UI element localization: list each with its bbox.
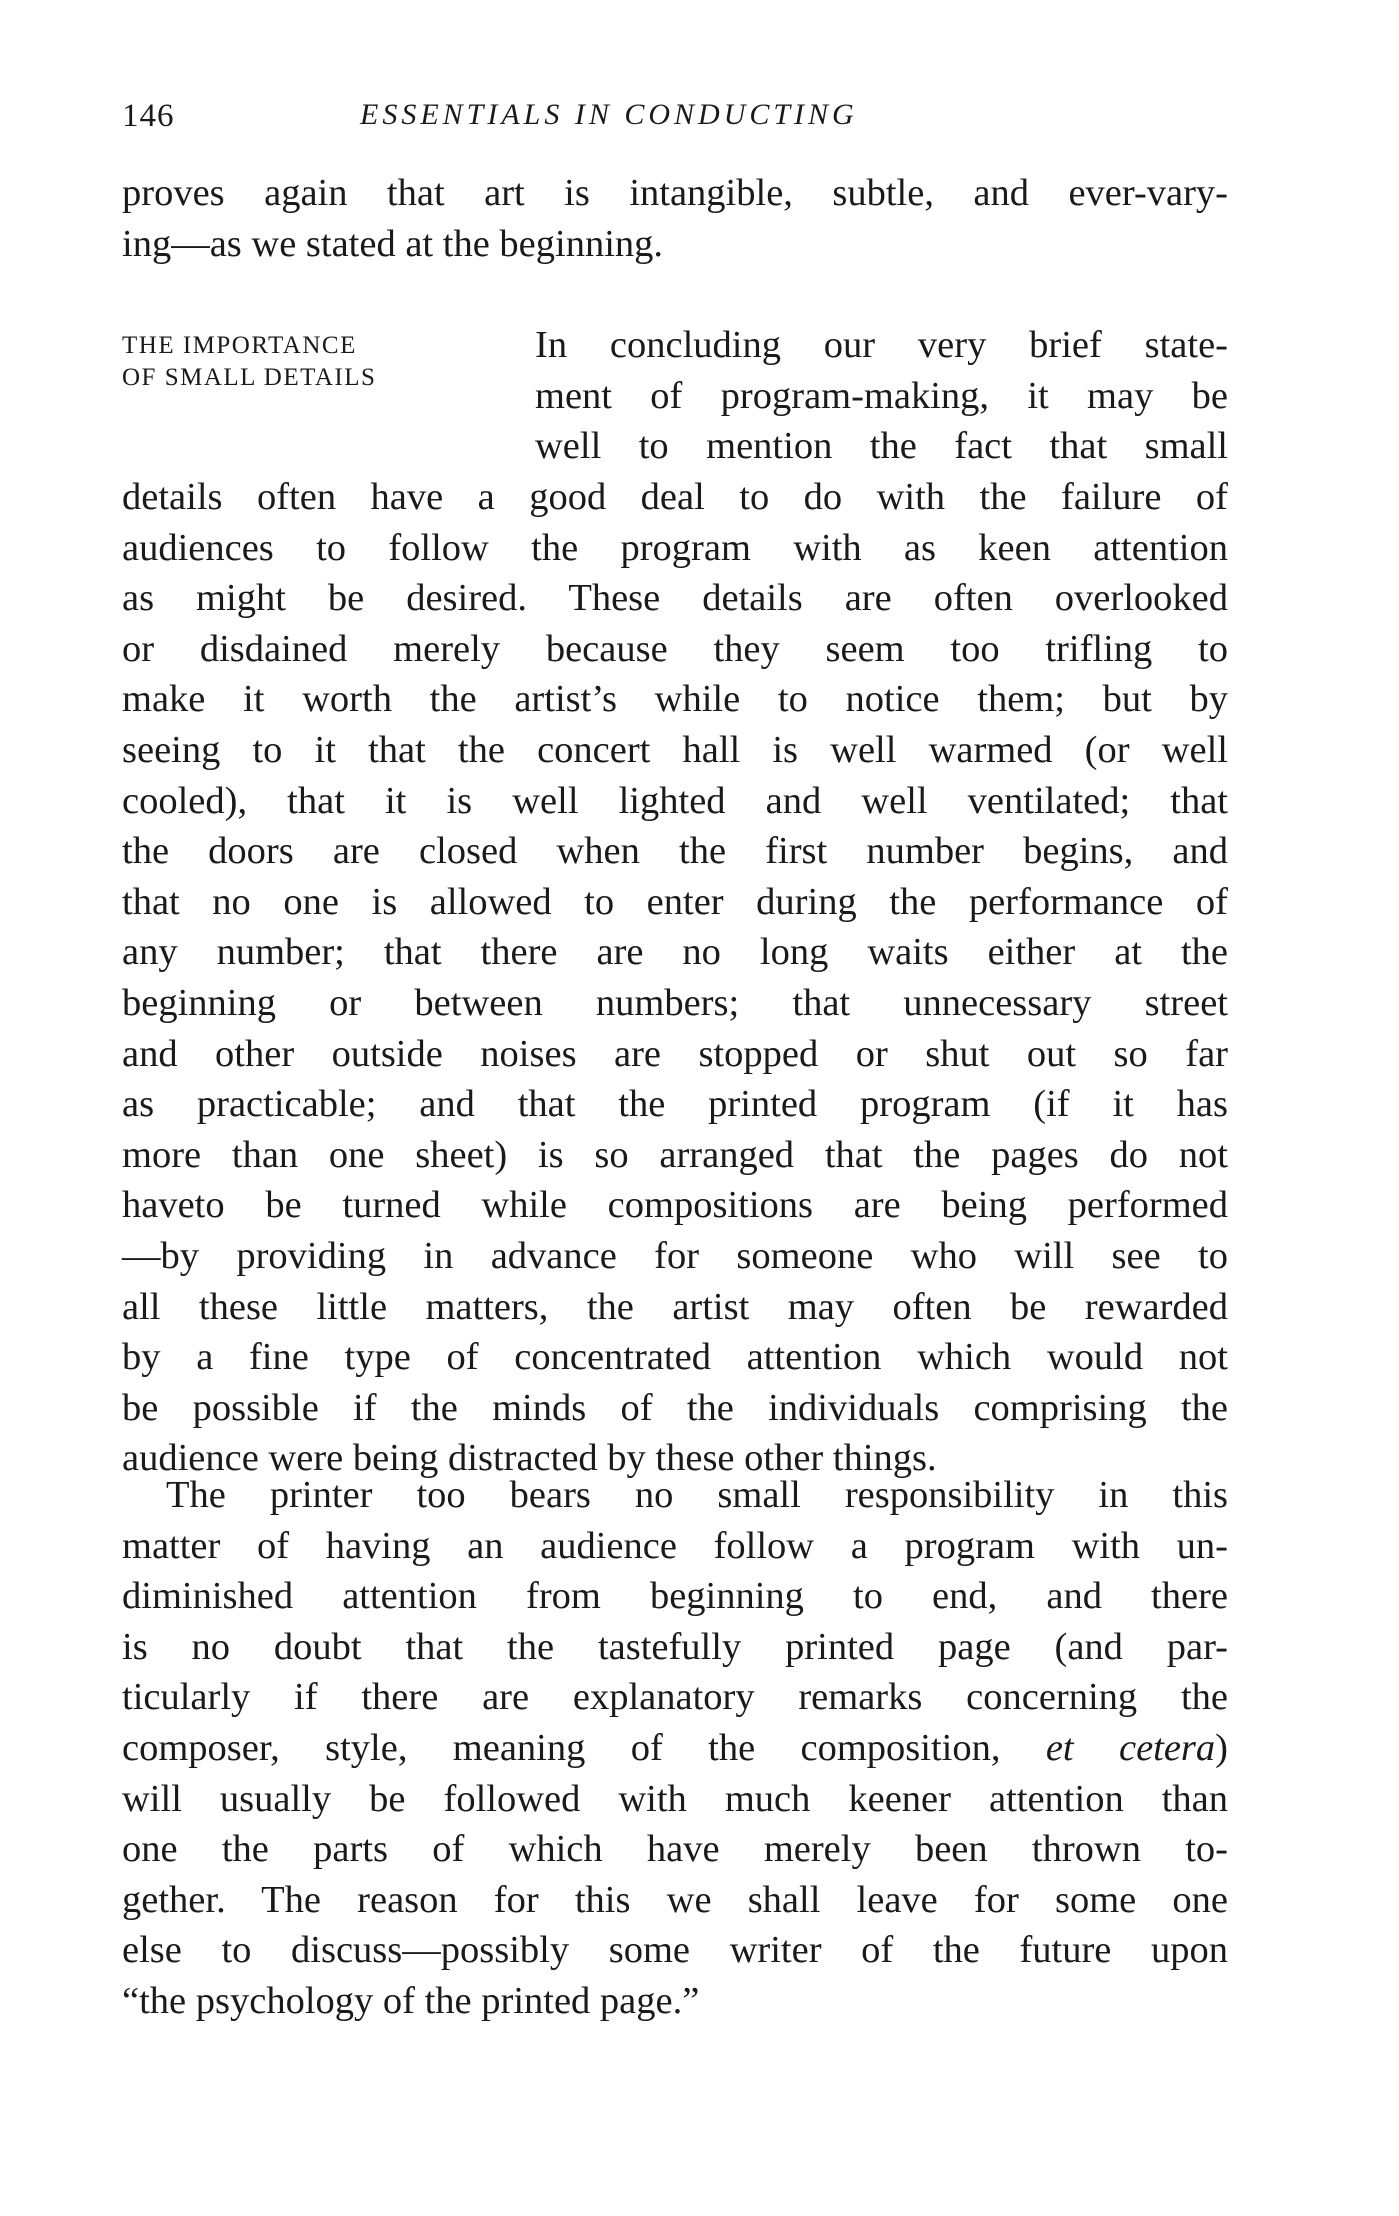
text-line: beginning or between numbers; that unnecessary street: [122, 981, 1228, 1024]
running-head: [122, 98, 1232, 148]
text-line: gether. The reason for this we shall leave for some one: [122, 1878, 1228, 1921]
text-line: one the parts of which have merely been thrown to-: [122, 1828, 1228, 1871]
printer-paragraph: [122, 1470, 1228, 2027]
side-heading-line: OF SMALL DETAILS: [122, 364, 377, 391]
side-heading: [122, 330, 502, 394]
text-line: well to mention the fact that small: [535, 425, 1228, 468]
text-line: matter of having an audience follow a program with un-: [122, 1524, 1228, 1567]
text-line: ment of program-making, it may be: [535, 374, 1228, 417]
text-line: diminished attention from beginning to end, and there: [122, 1575, 1228, 1618]
text-line: all these little matters, the artist may often be rewarded: [122, 1285, 1228, 1328]
text-line: ticularly if there are explanatory remarks concerning the: [122, 1676, 1228, 1719]
text-line: ing—as we stated at the beginning.: [122, 222, 664, 265]
text-line: be possible if the minds of the individuals comprising the: [122, 1386, 1228, 1429]
text-line: is no doubt that the tastefully printed page (and par-: [122, 1625, 1228, 1668]
italic-phrase: et cetera: [1045, 1726, 1216, 1769]
text-line: make it worth the artist’s while to notice them; but by: [122, 678, 1228, 721]
text-line: that no one is allowed to enter during the performance of: [122, 880, 1228, 923]
text-line: In concluding our very brief state-: [535, 324, 1228, 366]
page-number: 146: [122, 98, 175, 134]
running-title: ESSENTIALS IN CONDUCTING: [360, 98, 858, 131]
text-line: —by providing in advance for someone who will see to: [122, 1234, 1228, 1277]
text-line: as practicable; and that the printed program (if it has: [122, 1083, 1228, 1126]
text-line: else to discuss—possibly some writer of the future upon: [122, 1929, 1228, 1972]
text-line: as might be desired. These details are often overlooked: [122, 577, 1228, 620]
text-line: by a fine type of concentrated attention which would not: [122, 1336, 1228, 1379]
text-line: the doors are closed when the first number begins, and: [122, 830, 1228, 873]
italic-line-prefix: composer, style, meaning of the composition,: [122, 1726, 1046, 1769]
text-line: cooled), that it is well lighted and well ventilated; that: [122, 779, 1228, 822]
text-line: will usually be followed with much keener attention than: [122, 1777, 1228, 1820]
text-line: audiences to follow the program with as keen attention: [122, 526, 1228, 569]
text-line: audience were being distracted by these other things.: [122, 1437, 937, 1480]
text-line: or disdained merely because they seem too trifling to: [122, 627, 1228, 670]
text-line: details often have a good deal to do with the failure of: [122, 476, 1228, 518]
continuation-paragraph: [122, 168, 1228, 269]
side-heading-line: THE IMPORTANCE: [122, 332, 357, 359]
text-line: and other outside noises are stopped or shut out so far: [122, 1032, 1228, 1075]
text-line: any number; that there are no long waits either at the: [122, 931, 1228, 974]
text-line-with-italic: [122, 1723, 1228, 1774]
text-line: “the psychology of the printed page.”: [122, 1979, 700, 2022]
text-line: The printer too bears no small responsibility in this: [166, 1474, 1228, 1516]
text-line: proves again that art is intangible, subtle, and ever-vary-: [122, 172, 1228, 214]
section-intro-lines: [535, 320, 1228, 472]
italic-line-suffix: ): [1215, 1726, 1228, 1769]
section-body-paragraph: [122, 472, 1228, 1484]
text-line: seeing to it that the concert hall is well warmed (or well: [122, 728, 1228, 771]
text-line: haveto be turned while compositions are being performed: [122, 1184, 1228, 1227]
text-line: more than one sheet) is so arranged that the pages do not: [122, 1133, 1228, 1176]
